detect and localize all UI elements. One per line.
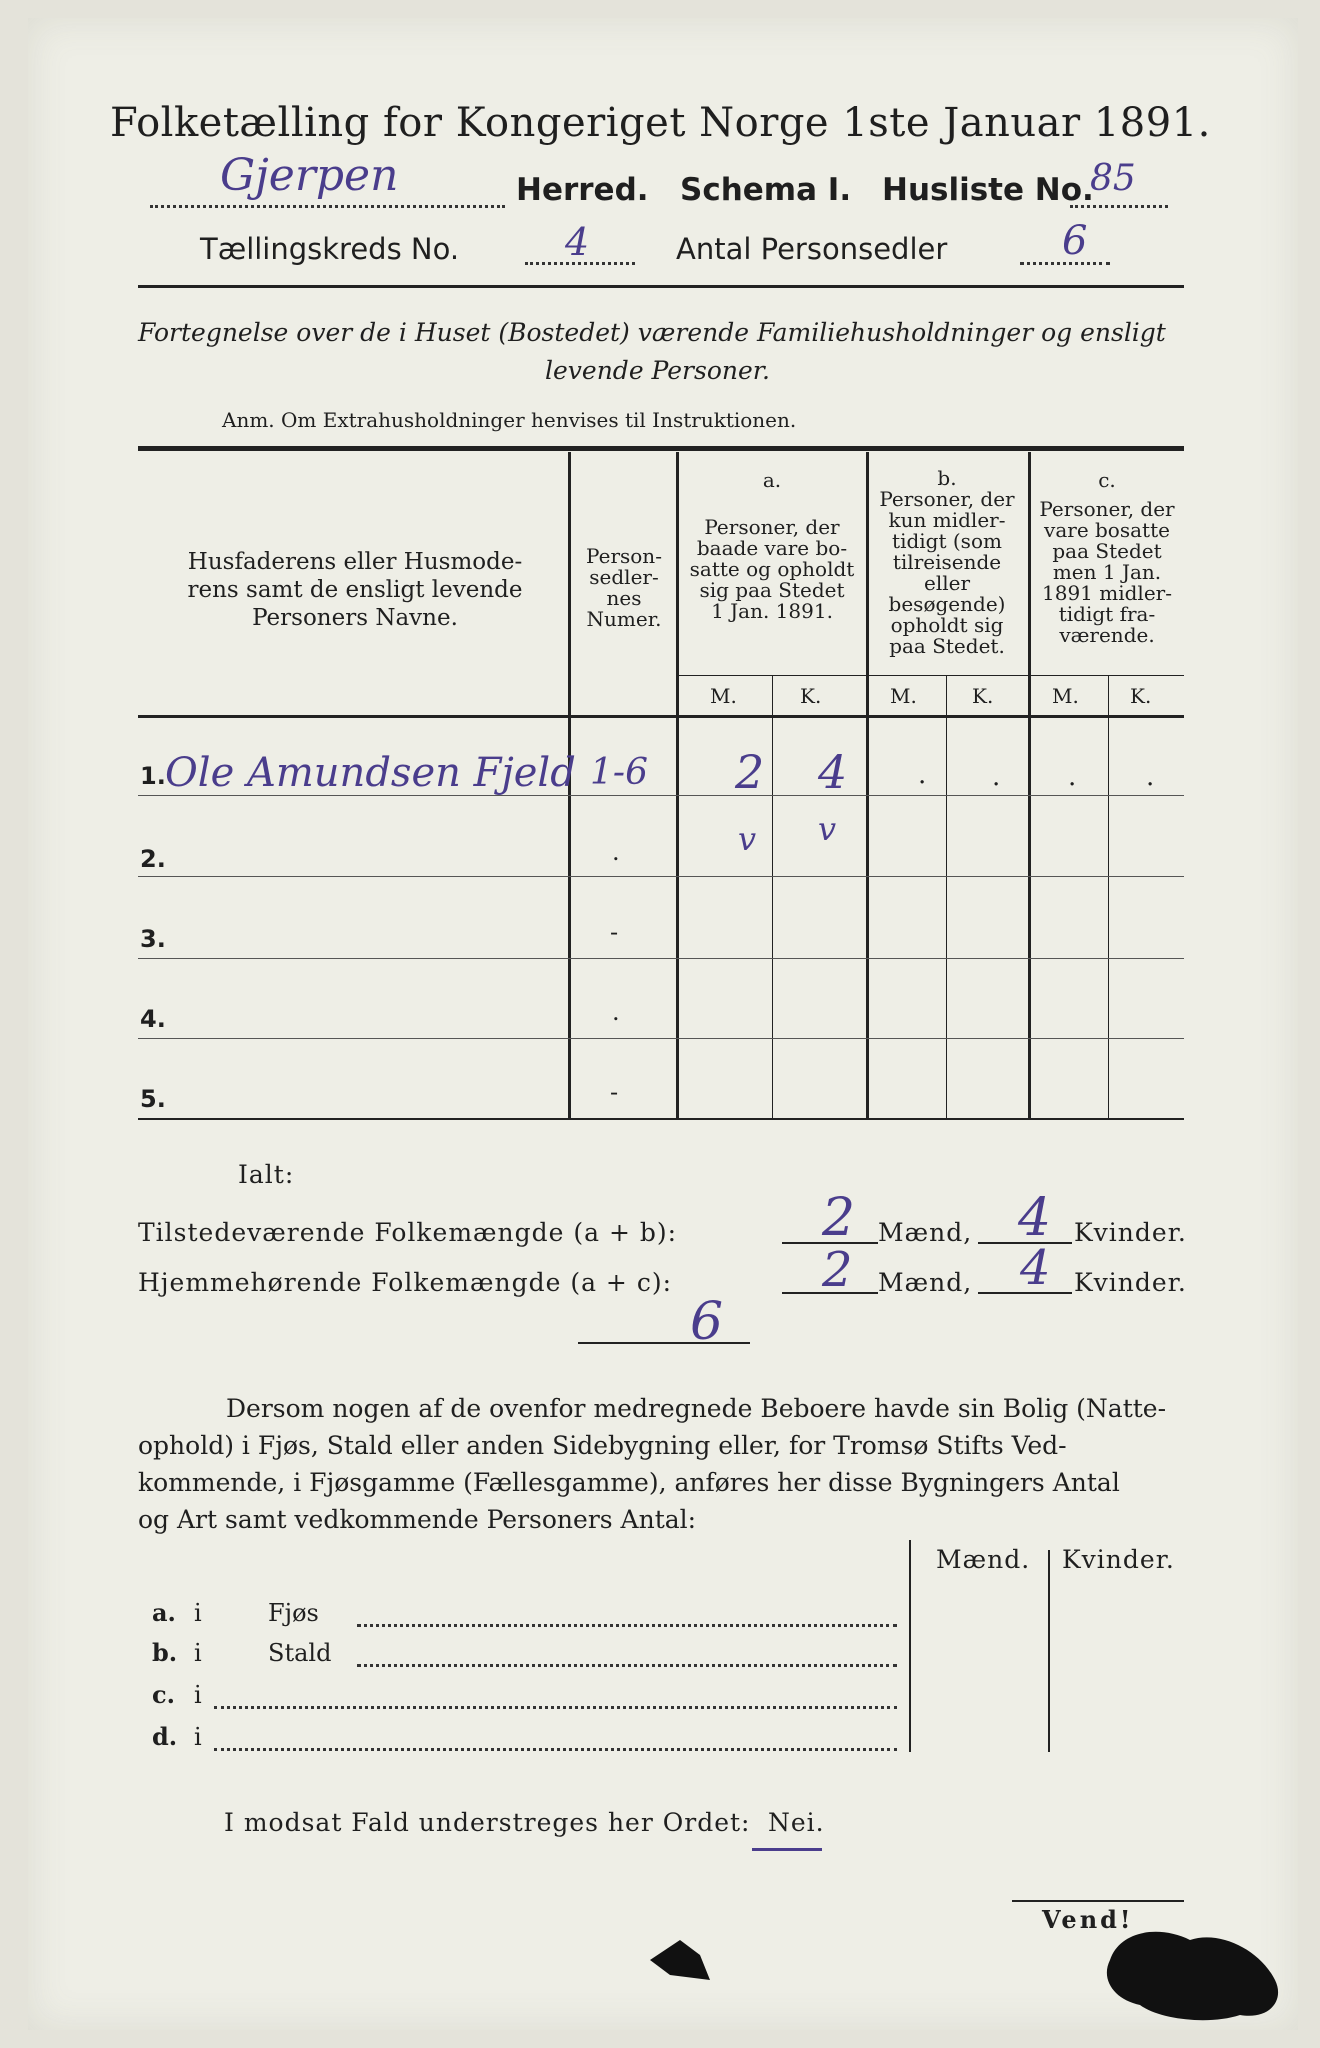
row-1-b-m: .: [918, 760, 927, 790]
personsedler-label: Antal Personsedler: [676, 232, 948, 266]
building-a-letter: a.: [152, 1598, 176, 1627]
header-name-col: [150, 548, 560, 632]
buildings-col-divider-1: [909, 1540, 911, 1752]
building-c-i: i: [194, 1681, 202, 1709]
header-c-line-3: paa Stedet: [1052, 539, 1162, 563]
header-c-line-2: vare bosatte: [1044, 518, 1170, 542]
row-2-a-m-check: v: [738, 820, 757, 858]
row-1-name: Ole Amundsen Fjeld: [165, 750, 576, 796]
tilstede-kvinder: 4: [1018, 1188, 1052, 1248]
col-divider-a-mk: [772, 676, 773, 1118]
header-b-line-8: paa Stedet.: [889, 634, 1005, 658]
nei-instruction: I modsat Fald understreges her Ordet:: [224, 1808, 751, 1837]
tilstede-maend-label: Mænd,: [878, 1218, 973, 1247]
husliste-dotted-line: [1070, 205, 1168, 208]
tilstede-kvinder-label: Kvinder.: [1074, 1218, 1187, 1247]
header-a-k: K.: [800, 684, 822, 708]
form-title: Folketælling for Kongeriget Norge 1ste Januar 1891.: [110, 100, 1211, 146]
ialt-label: Ialt:: [238, 1160, 295, 1189]
header-numer-line-3: nes: [606, 586, 642, 610]
building-b-dots: [357, 1664, 897, 1667]
building-b-i: i: [194, 1639, 202, 1667]
row-1-c-m: .: [1068, 762, 1077, 792]
buildings-kvinder-header: Kvinder.: [1062, 1545, 1175, 1574]
row-rule-4: [138, 1038, 1184, 1039]
row-1-numer: 1-6: [590, 752, 648, 793]
row-3-numer: -: [610, 918, 619, 946]
header-b-line-6: besøgende): [888, 592, 1006, 616]
vend-label: Vend!: [1042, 1905, 1134, 1934]
header-c-m: M.: [1052, 684, 1079, 708]
header-b-letter: b.: [937, 466, 957, 490]
row-1-a-m: 2: [735, 745, 765, 799]
header-a-line-2: baade vare bo-: [696, 536, 848, 560]
header-numer-line-2: sedler-: [589, 565, 659, 589]
buildings-col-divider-2: [1048, 1550, 1050, 1752]
nei-underline: [752, 1848, 822, 1851]
header-b-line-3: tidigt (som: [892, 529, 1002, 553]
header-a-line-3: satte og opholdt: [689, 557, 855, 581]
corner-damage-mark: [640, 1930, 720, 1990]
header-c-line-5: 1891 midler-: [1042, 581, 1172, 605]
hjemme-kvinder: 4: [1020, 1240, 1051, 1296]
hjemme-maend: 2: [822, 1242, 853, 1298]
building-item-b: [152, 1638, 902, 1667]
building-d-dots: [214, 1748, 897, 1751]
row-1-c-k: .: [1146, 762, 1155, 792]
row-2-number: 2.: [140, 845, 166, 873]
header-c-line-7: værende.: [1059, 623, 1155, 647]
personsedler-value: 6: [1062, 218, 1088, 264]
building-item-c: [152, 1680, 902, 1709]
row-5-numer: -: [610, 1078, 619, 1106]
header-a-line-4: sig paa Stedet: [699, 578, 845, 602]
header-a-line-1: Personer, der: [704, 515, 840, 539]
building-a-label: Fjøs: [268, 1599, 319, 1627]
kreds-value: 4: [565, 220, 590, 264]
header-name-line-3: Personers Navne.: [252, 605, 458, 631]
row-1-a-k: 4: [818, 745, 848, 799]
row-rule-3: [138, 958, 1184, 959]
header-b-col: [868, 468, 1026, 657]
header-a-col: [680, 470, 864, 622]
row-4-number: 4.: [140, 1005, 166, 1033]
herred-value: Gjerpen: [220, 150, 399, 201]
vend-rule: [1012, 1900, 1184, 1902]
buildings-paragraph: [138, 1390, 1184, 1538]
building-d-i: i: [194, 1723, 202, 1751]
husliste-value: 85: [1090, 158, 1136, 199]
header-b-line-2: kun midler-: [888, 508, 1006, 532]
tilstede-label: Tilstedeværende Folkemængde (a + b):: [138, 1218, 678, 1247]
header-c-letter: c.: [1098, 468, 1116, 492]
sum-line: [578, 1342, 750, 1344]
row-2-numer: .: [612, 838, 620, 866]
husliste-label: Husliste No.: [882, 172, 1094, 208]
building-item-a: [152, 1598, 902, 1627]
header-b-line-1: Personer, der: [879, 487, 1015, 511]
header-c-col: [1030, 470, 1184, 646]
header-numer-col: [574, 546, 674, 630]
nei-word: Nei.: [768, 1808, 825, 1837]
tilstede-maend: 2: [822, 1188, 856, 1248]
header-rule: [138, 285, 1184, 288]
intro-line-1: Fortegnelse over de i Huset (Bostedet) værende Familiehusholdninger og ensligt: [138, 318, 1166, 347]
building-a-i: i: [194, 1599, 202, 1627]
building-d-letter: d.: [152, 1722, 178, 1751]
header-a-letter: a.: [762, 468, 782, 492]
header-numer-line-1: Person-: [586, 544, 662, 568]
header-b-line-7: opholdt sig: [890, 613, 1004, 637]
header-numer-line-4: Numer.: [586, 607, 662, 631]
header-a-m: M.: [710, 684, 737, 708]
building-c-dots: [214, 1706, 897, 1709]
herred-dotted-line: [150, 205, 505, 208]
row-4-numer: .: [612, 998, 620, 1026]
intro-line-2: levende Personer.: [545, 356, 770, 385]
header-b-m: M.: [890, 684, 917, 708]
row-rule-2: [138, 876, 1184, 877]
header-c-line-4: men 1 Jan.: [1052, 560, 1162, 584]
col-divider-c-mk: [1108, 676, 1109, 1118]
kreds-label: Tællingskreds No.: [200, 232, 460, 266]
herred-label: Herred.: [516, 172, 649, 208]
table-bottom-rule: [138, 1118, 1184, 1120]
building-b-letter: b.: [152, 1638, 178, 1667]
mk-header-rule: [678, 675, 1184, 676]
sum-value: 6: [690, 1292, 724, 1352]
building-c-letter: c.: [152, 1680, 175, 1709]
header-b-k: K.: [972, 684, 994, 708]
hjemme-label: Hjemmehørende Folkemængde (a + c):: [138, 1268, 672, 1297]
col-divider-b-mk: [946, 676, 947, 1118]
buildings-para-line-3: kommende, i Fjøsgamme (Fællesgamme), anføres her disse Bygningers Antal: [138, 1468, 1120, 1497]
building-item-d: [152, 1722, 902, 1751]
row-1-b-k: .: [992, 762, 1001, 792]
col-divider-2: [676, 452, 679, 1118]
header-a-line-5: 1 Jan. 1891.: [711, 599, 833, 623]
ink-blot-damage: [1100, 1920, 1290, 2030]
row-2-a-k-check: v: [818, 810, 837, 848]
buildings-para-line-4: og Art samt vedkommende Personers Antal:: [138, 1505, 697, 1534]
header-name-line-2: rens samt de ensligt levende: [187, 577, 523, 603]
building-b-label: Stald: [268, 1639, 332, 1667]
header-c-line-1: Personer, der: [1039, 497, 1175, 521]
buildings-para-line-2: ophold) i Fjøs, Stald eller anden Sidebygning eller, for Tromsø Stifts Ved-: [138, 1431, 1067, 1460]
row-3-number: 3.: [140, 925, 166, 953]
header-b-line-5: eller: [923, 571, 971, 595]
table-top-rule: [138, 446, 1184, 451]
header-c-line-6: tidigt fra-: [1058, 602, 1156, 626]
schema-label: Schema I.: [680, 172, 852, 208]
row-1-number: 1.: [140, 762, 166, 790]
hjemme-maend-label: Mænd,: [878, 1268, 973, 1297]
buildings-maend-header: Mænd.: [936, 1545, 1031, 1574]
header-name-line-1: Husfaderens eller Husmode-: [187, 549, 523, 575]
anm-note: Anm. Om Extrahusholdninger henvises til Instruktionen.: [222, 408, 797, 432]
hjemme-kvinder-label: Kvinder.: [1074, 1268, 1187, 1297]
building-a-dots: [357, 1624, 897, 1627]
row-5-number: 5.: [140, 1085, 166, 1113]
buildings-para-line-1: Dersom nogen af de ovenfor medregnede Beboere havde sin Bolig (Natte-: [226, 1394, 1167, 1423]
header-c-k: K.: [1130, 684, 1152, 708]
header-b-line-4: tilreisende: [892, 550, 1002, 574]
